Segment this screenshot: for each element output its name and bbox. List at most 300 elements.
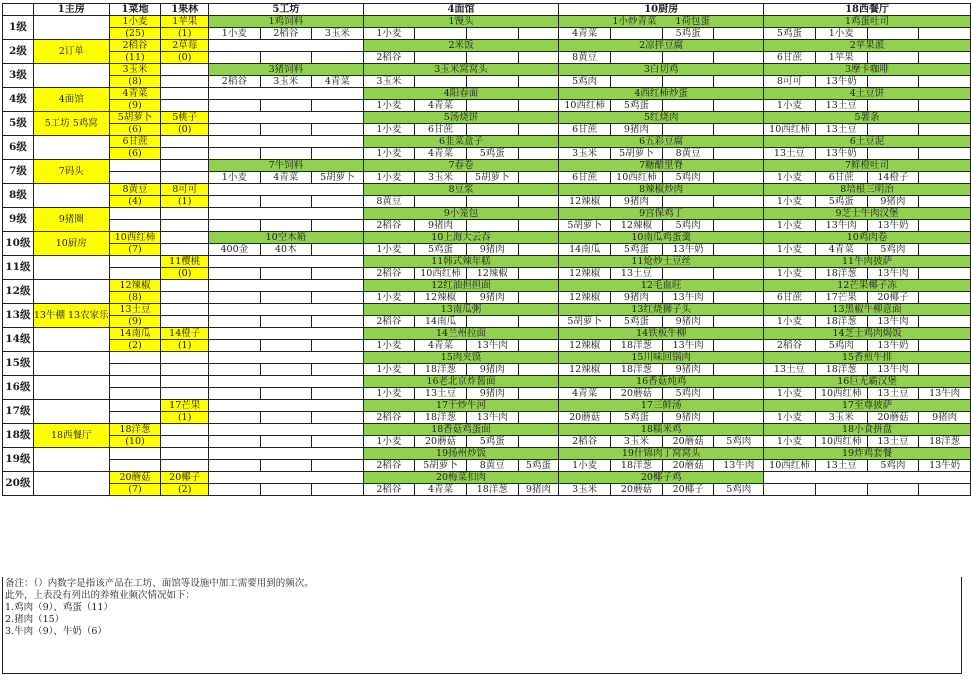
western-ingredient: 8可可: [764, 76, 816, 88]
level-label: 3级: [3, 64, 34, 88]
western-ingredient: 10西红柿: [815, 436, 867, 448]
level-label: 11级: [3, 256, 34, 280]
workshop-ingredient: [209, 100, 261, 112]
table-row: [3, 364, 971, 376]
workshop-recipe-name: [209, 376, 364, 388]
noodle-ingredient: 2稻谷: [363, 412, 414, 424]
western-ingredient: 13牛肉: [867, 316, 919, 328]
level-label: 12级: [3, 280, 34, 304]
kitchen-ingredient: [714, 316, 764, 328]
farm-crop: 13土豆: [109, 304, 161, 316]
noodle-recipe-name: 9小笼包: [363, 208, 559, 220]
workshop-ingredient: [260, 196, 311, 208]
workshop-ingredient: [260, 292, 311, 304]
table-row: [3, 352, 971, 364]
kitchen-recipe-name: 13红烧狮子头: [559, 304, 764, 316]
table-row: [3, 280, 971, 292]
kitchen-ingredient: 6甘蔗: [559, 124, 611, 136]
level-label: 7级: [3, 160, 34, 184]
table-row: [3, 52, 971, 64]
workshop-ingredient: [312, 268, 364, 280]
orchard-frequency: [161, 244, 209, 256]
level-label: 20级: [3, 472, 34, 496]
kitchen-ingredient: 5鸡蛋: [611, 100, 663, 112]
western-ingredient: 6甘蔗: [764, 52, 816, 64]
note-line: 此外，上表没有列出的养殖业频次情况如下：: [5, 590, 196, 601]
western-ingredient: 5鸡肉: [815, 340, 867, 352]
farm-frequency: [109, 268, 161, 280]
noodle-recipe-name: 1馒头: [363, 16, 559, 28]
noodle-ingredient: 2稻谷: [363, 220, 414, 232]
noodle-recipe-name: 13南瓜粥: [363, 304, 559, 316]
workshop-ingredient: [312, 52, 364, 64]
workshop-ingredient: [209, 292, 261, 304]
table-row: [3, 376, 971, 388]
table-row: [3, 88, 971, 100]
noodle-recipe-name: 18香菇鸡蛋面: [363, 424, 559, 436]
western-ingredient: 20椰子: [867, 292, 919, 304]
farm-crop: [109, 208, 161, 220]
orchard-fruit: [161, 376, 209, 388]
western-ingredient: 1小麦: [764, 100, 816, 112]
workshop-recipe-name: [209, 88, 364, 100]
table-row: [3, 148, 971, 160]
kitchen-ingredient: [662, 196, 714, 208]
farm-crop: 8黄豆: [109, 184, 161, 196]
orchard-fruit: [161, 424, 209, 436]
noodle-ingredient: 9猪肉: [518, 484, 559, 496]
noodle-ingredient: [518, 316, 559, 328]
noodle-ingredient: 9猪肉: [466, 244, 518, 256]
main-house-unlock: 10厨房: [33, 232, 109, 256]
farm-frequency: (6): [109, 124, 161, 136]
workshop-ingredient: [312, 484, 364, 496]
western-ingredient: [867, 124, 919, 136]
western-ingredient: 6甘蔗: [764, 292, 816, 304]
kitchen-recipe-name: 2凉拌豆腐: [559, 40, 764, 52]
noodle-ingredient: [415, 76, 467, 88]
noodle-recipe-name: 4阳春面: [363, 88, 559, 100]
western-recipe-name: 14芝士鸡肉焗饭: [764, 328, 971, 340]
western-recipe-name: 9芝士牛肉汉堡: [764, 208, 971, 220]
kitchen-ingredient: 9猪肉: [611, 196, 663, 208]
noodle-ingredient: [518, 76, 559, 88]
header-workshop: 5工坊: [209, 4, 364, 16]
kitchen-recipe-name: 9宫保鸡丁: [559, 208, 764, 220]
table-row: [3, 304, 971, 316]
western-ingredient: 1小麦: [764, 172, 816, 184]
orchard-frequency: [161, 76, 209, 88]
noodle-ingredient: 5鸡蛋: [518, 460, 559, 472]
main-house-unlock: [33, 376, 109, 400]
farm-crop: 1小麦: [109, 16, 161, 28]
table-row: [3, 460, 971, 472]
header-noodle-shop: 4面馆: [363, 4, 559, 16]
western-ingredient: 14橙子: [867, 172, 919, 184]
western-ingredient: [919, 220, 971, 232]
noodle-ingredient: [466, 52, 518, 64]
western-ingredient: 1苹果: [815, 52, 867, 64]
note-line: 备注：（）内数字是指该产品在工坊、面馆等设施中加工需要用到的频次。: [5, 578, 314, 589]
workshop-ingredient: 4青菜: [312, 76, 364, 88]
kitchen-recipe-name: 15川味回锅肉: [559, 352, 764, 364]
noodle-recipe-name: 14兰州拉面: [363, 328, 559, 340]
main-house-unlock: [33, 328, 109, 352]
workshop-ingredient: 2稻谷: [209, 76, 261, 88]
table-row: [3, 340, 971, 352]
western-ingredient: 13牛奶: [919, 460, 971, 472]
kitchen-ingredient: [714, 388, 764, 400]
noodle-ingredient: 4青菜: [415, 340, 467, 352]
orchard-frequency: [161, 148, 209, 160]
workshop-recipe-name: [209, 136, 364, 148]
workshop-ingredient: [312, 220, 364, 232]
workshop-ingredient: [209, 340, 261, 352]
kitchen-recipe-name: 20椰子鸡: [559, 472, 764, 484]
western-ingredient: 13牛奶: [815, 76, 867, 88]
workshop-recipe-name: [209, 328, 364, 340]
kitchen-recipe-name: 1小炒青菜 1荷包蛋: [559, 16, 764, 28]
orchard-frequency: (0): [161, 268, 209, 280]
western-ingredient: 1小麦: [764, 220, 816, 232]
workshop-ingredient: [312, 340, 364, 352]
noodle-ingredient: 3玉米: [415, 172, 467, 184]
farm-crop: 5胡萝卜: [109, 112, 161, 124]
workshop-recipe-name: [209, 184, 364, 196]
workshop-ingredient: [209, 412, 261, 424]
western-ingredient: 13土豆: [867, 436, 919, 448]
farm-frequency: (6): [109, 148, 161, 160]
western-ingredient: 13土豆: [815, 100, 867, 112]
table-row: [3, 64, 971, 76]
orchard-fruit: [161, 280, 209, 292]
noodle-ingredient: [518, 268, 559, 280]
noodle-recipe-name: 16老北京炸酱面: [363, 376, 559, 388]
workshop-ingredient: [312, 292, 364, 304]
western-recipe-name: 16巨无霸汉堡: [764, 376, 971, 388]
kitchen-ingredient: [662, 268, 714, 280]
noodle-ingredient: 5鸡蛋: [415, 244, 467, 256]
orchard-frequency: (0): [161, 52, 209, 64]
workshop-recipe-name: [209, 112, 364, 124]
noodle-ingredient: 5胡萝卜: [415, 460, 467, 472]
orchard-frequency: (1): [161, 196, 209, 208]
kitchen-ingredient: 12辣椒: [611, 220, 663, 232]
noodle-ingredient: 1小麦: [363, 364, 414, 376]
western-ingredient: 13牛奶: [867, 340, 919, 352]
main-house-unlock: 7码头: [33, 160, 109, 184]
noodle-ingredient: 1小麦: [363, 124, 414, 136]
level-label: 2级: [3, 40, 34, 64]
main-house-unlock: [33, 448, 109, 472]
table-row: [3, 76, 971, 88]
noodle-ingredient: 1小麦: [363, 100, 414, 112]
table-row: [3, 472, 971, 484]
noodle-ingredient: 13土豆: [415, 388, 467, 400]
western-ingredient: 17芒果: [815, 292, 867, 304]
western-ingredient: 13牛肉: [815, 220, 867, 232]
noodle-ingredient: 9猪肉: [466, 388, 518, 400]
kitchen-ingredient: [714, 52, 764, 64]
kitchen-ingredient: 3玉米: [559, 148, 611, 160]
western-ingredient: 5鸡肉: [867, 460, 919, 472]
noodle-ingredient: [518, 220, 559, 232]
kitchen-ingredient: 5鸡肉: [714, 484, 764, 496]
kitchen-ingredient: 5鸡肉: [662, 172, 714, 184]
kitchen-ingredient: 9猪肉: [611, 292, 663, 304]
noodle-ingredient: [466, 196, 518, 208]
noodle-ingredient: [518, 124, 559, 136]
western-ingredient: 3玉米: [815, 412, 867, 424]
noodle-ingredient: [518, 388, 559, 400]
note-line: 2.猪肉（15）: [5, 614, 65, 625]
kitchen-recipe-name: 6五彩豆腐: [559, 136, 764, 148]
workshop-recipe-name: [209, 208, 364, 220]
table-row: [3, 196, 971, 208]
western-ingredient: 5鸡蛋: [764, 28, 816, 40]
main-house-unlock: 18西餐厅: [33, 424, 109, 448]
workshop-ingredient: [312, 364, 364, 376]
kitchen-ingredient: 5胡萝卜: [559, 220, 611, 232]
noodle-ingredient: 1小麦: [363, 436, 414, 448]
table-row: [3, 16, 971, 28]
kitchen-ingredient: 18洋葱: [611, 364, 663, 376]
kitchen-ingredient: [662, 100, 714, 112]
workshop-recipe-name: [209, 40, 364, 52]
workshop-ingredient: [312, 436, 364, 448]
workshop-ingredient: [312, 124, 364, 136]
noodle-recipe-name: 10上海大云吞: [363, 232, 559, 244]
workshop-ingredient: [260, 340, 311, 352]
western-ingredient: [919, 52, 971, 64]
kitchen-ingredient: [662, 124, 714, 136]
noodle-ingredient: [466, 28, 518, 40]
table-row: [3, 136, 971, 148]
noodle-ingredient: 9猪肉: [466, 292, 518, 304]
workshop-ingredient: [209, 388, 261, 400]
header-corner: [3, 4, 34, 16]
orchard-fruit: [161, 88, 209, 100]
orchard-frequency: [161, 436, 209, 448]
western-ingredient: [919, 364, 971, 376]
workshop-recipe-name: 10空木箱: [209, 232, 364, 244]
noodle-ingredient: [466, 76, 518, 88]
table-row: [3, 100, 971, 112]
level-label: 9级: [3, 208, 34, 232]
noodle-recipe-name: 19扬州炒饭: [363, 448, 559, 460]
workshop-ingredient: [260, 436, 311, 448]
farm-frequency: (7): [109, 244, 161, 256]
farm-crop: 10西红柿: [109, 232, 161, 244]
workshop-ingredient: [209, 364, 261, 376]
noodle-ingredient: [518, 412, 559, 424]
kitchen-recipe-name: 14铁板牛柳: [559, 328, 764, 340]
main-house-unlock: [33, 280, 109, 304]
western-ingredient: [919, 484, 971, 496]
noodle-ingredient: 5鸡蛋: [466, 148, 518, 160]
kitchen-ingredient: 2稻谷: [559, 436, 611, 448]
western-ingredient: [867, 52, 919, 64]
western-ingredient: 6甘蔗: [815, 172, 867, 184]
western-recipe-name: 11牛肉披萨: [764, 256, 971, 268]
noodle-ingredient: 18洋葱: [466, 484, 518, 496]
western-ingredient: 1小麦: [764, 388, 816, 400]
kitchen-ingredient: 13牛肉: [662, 340, 714, 352]
level-label: 5级: [3, 112, 34, 136]
orchard-fruit: [161, 448, 209, 460]
orchard-fruit: 20椰子: [161, 472, 209, 484]
table-row: [3, 412, 971, 424]
noodle-ingredient: 2稻谷: [363, 460, 414, 472]
western-ingredient: 10西红柿: [764, 460, 816, 472]
kitchen-ingredient: 18洋葱: [611, 340, 663, 352]
western-ingredient: 13牛肉: [867, 268, 919, 280]
table-row: [3, 232, 971, 244]
kitchen-ingredient: 4青菜: [559, 28, 611, 40]
level-label: 16级: [3, 376, 34, 400]
western-ingredient: 4青菜: [815, 244, 867, 256]
workshop-ingredient: [312, 244, 364, 256]
kitchen-ingredient: [714, 28, 764, 40]
workshop-recipe-name: [209, 352, 364, 364]
farm-frequency: [109, 460, 161, 472]
orchard-fruit: 1苹果: [161, 16, 209, 28]
workshop-recipe-name: [209, 256, 364, 268]
table-row: [3, 268, 971, 280]
western-recipe-name: 8培根三明治: [764, 184, 971, 196]
kitchen-ingredient: 12辣椒: [559, 340, 611, 352]
table-row: [3, 28, 971, 40]
western-ingredient: 1小麦: [764, 244, 816, 256]
workshop-ingredient: [312, 100, 364, 112]
kitchen-ingredient: 18洋葱: [611, 460, 663, 472]
kitchen-ingredient: 13牛奶: [662, 244, 714, 256]
farm-crop: 20蘑菇: [109, 472, 161, 484]
kitchen-ingredient: 20蘑菇: [611, 484, 663, 496]
orchard-fruit: 11樱桃: [161, 256, 209, 268]
farm-frequency: [109, 412, 161, 424]
farm-crop: [109, 160, 161, 172]
orchard-frequency: [161, 388, 209, 400]
noodle-recipe-name: 2米饭: [363, 40, 559, 52]
kitchen-ingredient: [662, 52, 714, 64]
western-ingredient: 20蘑菇: [867, 412, 919, 424]
workshop-ingredient: 3玉米: [260, 76, 311, 88]
orchard-fruit: 17芒果: [161, 400, 209, 412]
western-ingredient: [919, 172, 971, 184]
noodle-ingredient: 20蘑菇: [415, 436, 467, 448]
kitchen-ingredient: [611, 52, 663, 64]
noodle-ingredient: 9猪肉: [466, 364, 518, 376]
orchard-frequency: [161, 364, 209, 376]
noodle-ingredient: 1小麦: [363, 340, 414, 352]
western-ingredient: [919, 28, 971, 40]
workshop-recipe-name: 1鸡饲料: [209, 16, 364, 28]
kitchen-ingredient: [714, 196, 764, 208]
western-ingredient: [919, 196, 971, 208]
noodle-ingredient: 4青菜: [415, 484, 467, 496]
orchard-frequency: (2): [161, 484, 209, 496]
workshop-ingredient: 1小麦: [209, 28, 261, 40]
workshop-recipe-name: [209, 280, 364, 292]
western-ingredient: 1小麦: [764, 196, 816, 208]
farm-crop: 2稻谷: [109, 40, 161, 52]
western-ingredient: 18洋葱: [815, 364, 867, 376]
kitchen-ingredient: 5胡萝卜: [559, 316, 611, 328]
noodle-ingredient: 2稻谷: [363, 316, 414, 328]
noodle-ingredient: 5胡萝卜: [466, 172, 518, 184]
kitchen-recipe-name: 5红烧肉: [559, 112, 764, 124]
kitchen-ingredient: 12辣椒: [559, 196, 611, 208]
table-row: [3, 292, 971, 304]
table-row: [3, 484, 971, 496]
orchard-fruit: 2草莓: [161, 40, 209, 52]
table-row: [3, 316, 971, 328]
workshop-ingredient: 4青菜: [260, 172, 311, 184]
kitchen-ingredient: 8黄豆: [559, 52, 611, 64]
workshop-ingredient: [260, 124, 311, 136]
noodle-ingredient: 2稻谷: [363, 52, 414, 64]
noodle-ingredient: 18洋葱: [415, 412, 467, 424]
kitchen-ingredient: [714, 148, 764, 160]
kitchen-ingredient: 20椰子: [662, 484, 714, 496]
western-ingredient: 5鸡蛋: [815, 196, 867, 208]
header-row: [3, 4, 971, 16]
western-ingredient: 13牛肉: [919, 388, 971, 400]
main-house-unlock: [33, 256, 109, 280]
workshop-ingredient: [312, 388, 364, 400]
western-ingredient: 10西红柿: [815, 388, 867, 400]
kitchen-ingredient: 5鸡蛋: [611, 412, 663, 424]
western-ingredient: [919, 292, 971, 304]
noodle-ingredient: [518, 244, 559, 256]
level-label: 17级: [3, 400, 34, 424]
noodle-recipe-name: 11韩式辣年糕: [363, 256, 559, 268]
workshop-ingredient: [312, 460, 364, 472]
kitchen-ingredient: [611, 76, 663, 88]
western-recipe-name: 5薯条: [764, 112, 971, 124]
noodle-ingredient: [518, 172, 559, 184]
workshop-ingredient: [260, 460, 311, 472]
workshop-recipe-name: [209, 424, 364, 436]
noodle-ingredient: 1小麦: [363, 388, 414, 400]
header-orchard: 1果林: [161, 4, 209, 16]
level-label: 1级: [3, 16, 34, 40]
orchard-fruit: [161, 352, 209, 364]
western-ingredient: 13牛肉: [867, 364, 919, 376]
noodle-ingredient: [518, 196, 559, 208]
noodle-ingredient: [466, 124, 518, 136]
western-ingredient: 13土豆: [815, 460, 867, 472]
level-label: 6级: [3, 136, 34, 160]
noodle-ingredient: [415, 28, 467, 40]
farm-frequency: [109, 172, 161, 184]
noodle-ingredient: [518, 364, 559, 376]
table-row: [3, 172, 971, 184]
western-ingredient: 13牛奶: [815, 148, 867, 160]
kitchen-recipe-name: 16香菇炖鸡: [559, 376, 764, 388]
kitchen-ingredient: [714, 76, 764, 88]
noodle-recipe-name: 15肉夹馍: [363, 352, 559, 364]
note-line: 1.鸡肉（9）、鸡蛋（11）: [5, 602, 113, 613]
kitchen-ingredient: 8黄豆: [662, 148, 714, 160]
noodle-ingredient: 13牛肉: [466, 340, 518, 352]
western-ingredient: 18洋葱: [815, 316, 867, 328]
farm-crop: [109, 256, 161, 268]
table-row: [3, 256, 971, 268]
farm-crop: [109, 376, 161, 388]
workshop-ingredient: [209, 316, 261, 328]
